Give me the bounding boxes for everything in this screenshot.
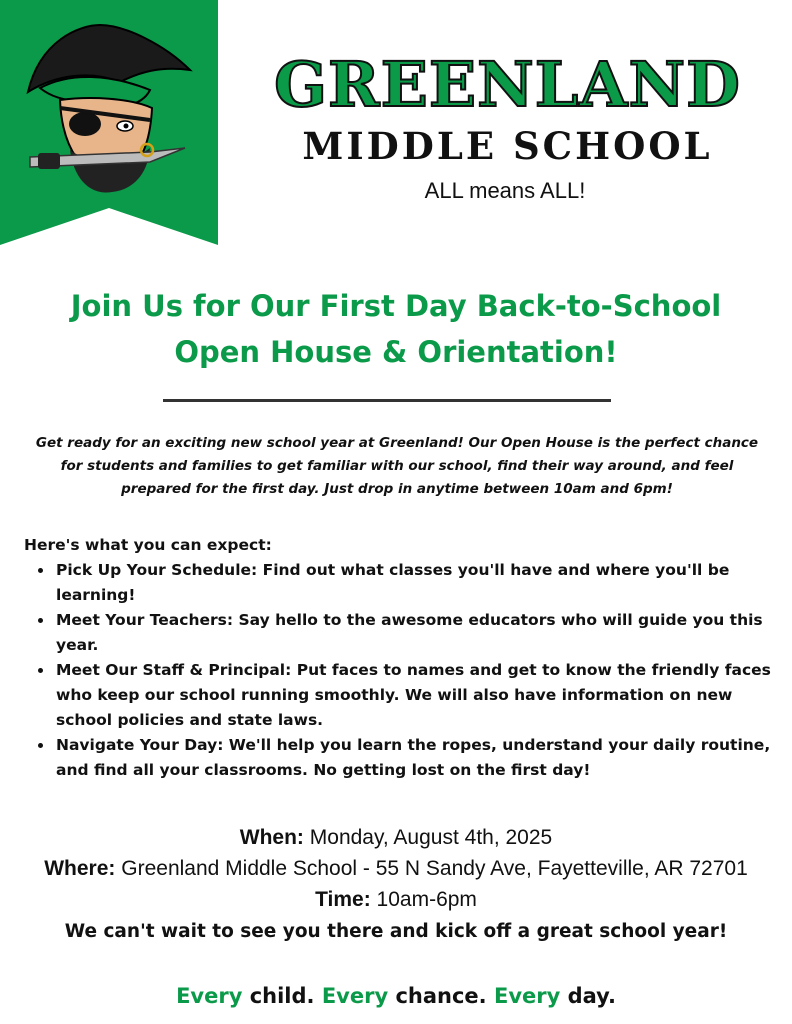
school-motto: ALL means ALL!	[424, 178, 586, 203]
expectations-section	[24, 533, 774, 783]
tagline	[0, 984, 792, 1008]
tagline-every-3: Every	[493, 984, 561, 1008]
school-type: MIDDLE SCHOOL	[302, 124, 713, 168]
tagline-every-1: Every	[176, 984, 243, 1008]
school-name: GREENLAND	[274, 48, 741, 121]
where-value: Greenland Middle School - 55 N Sandy Ave, Fayetteville, AR 72701	[121, 857, 748, 880]
time-label: Time:	[315, 888, 371, 911]
page-title	[20, 283, 772, 375]
expectations-heading: Here's what you can expect:	[24, 536, 272, 554]
school-name-block	[240, 48, 775, 168]
list-item: • Pick Up Your Schedule: Find out what classes you'll have and where you'll be learning!	[54, 558, 774, 608]
pirate-mascot-icon	[0, 0, 218, 245]
title-line-2: Open House & Orientation!	[174, 335, 618, 369]
list-item: • Meet Our Staff & Principal: Put faces to names and get to know the friendly faces who keep our school running smoothly. We will also have information on new school policies and state laws.	[54, 658, 774, 733]
logo-banner	[0, 0, 218, 245]
expectations-list	[24, 558, 774, 783]
when-value: Monday, August 4th, 2025	[309, 826, 553, 849]
tagline-word-3: day.	[567, 984, 616, 1008]
divider	[163, 399, 611, 402]
intro-paragraph: Get ready for an exciting new school year at Greenland! Our Open House is the perfect chance for students and families to get familiar with our school, find their way around, and feel prepared for the first day. Just drop in anytime between 10am and 6pm!	[35, 435, 759, 497]
title-line-1: Join Us for Our First Day Back-to-School	[70, 289, 722, 323]
when-row	[0, 822, 792, 853]
tagline-word-2: chance.	[395, 984, 487, 1008]
event-details	[0, 822, 792, 915]
where-row	[0, 853, 792, 884]
list-item: • Navigate Your Day: We'll help you learn the ropes, understand your daily routine, and find all your classrooms. No getting lost on the first day!	[54, 733, 774, 783]
where-label: Where:	[44, 857, 116, 880]
tagline-word-1: child.	[249, 984, 315, 1008]
time-row	[0, 884, 792, 915]
when-label: When:	[239, 826, 304, 849]
closing-line: We can't wait to see you there and kick off a great school year!	[64, 921, 728, 942]
time-value: 10am-6pm	[376, 888, 477, 911]
tagline-every-2: Every	[321, 984, 389, 1008]
list-item: • Meet Your Teachers: Say hello to the awesome educators who will guide you this year.	[54, 608, 774, 658]
